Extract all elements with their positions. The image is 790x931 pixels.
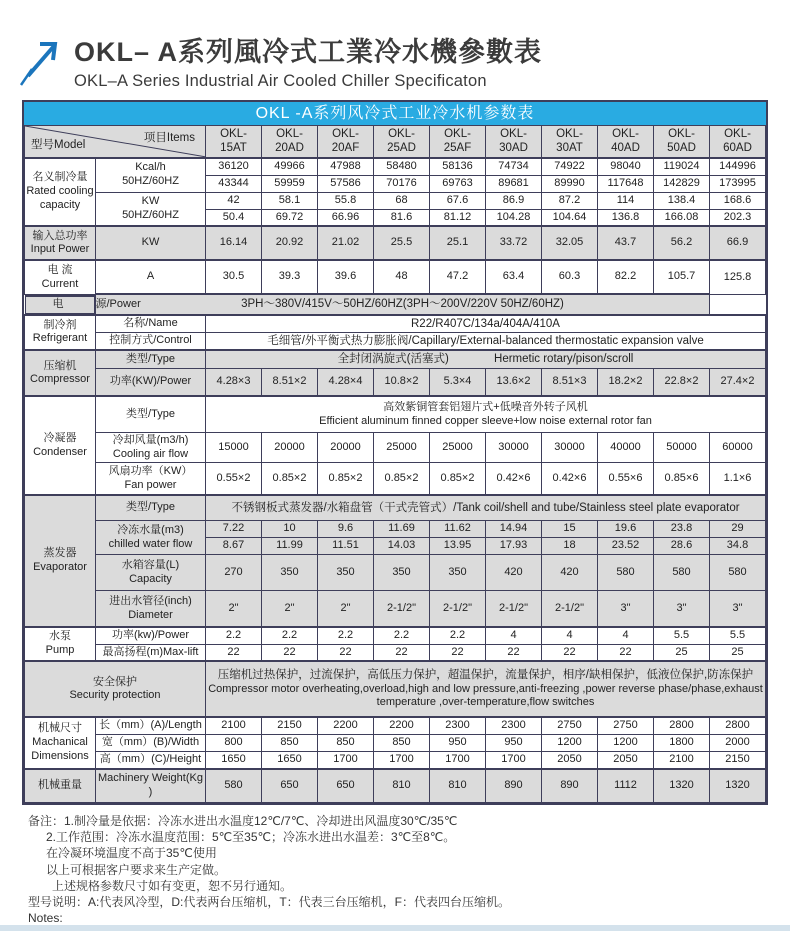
value-cell: 27.4×2: [710, 368, 766, 396]
row-group-label: 冷凝器 Condenser: [25, 396, 96, 495]
value-cell: 68: [374, 192, 430, 209]
value-cell: 15000: [206, 432, 262, 463]
row-label: 类型/Type: [96, 350, 206, 368]
value-cell: 25: [710, 644, 766, 661]
value-cell: 580: [710, 555, 766, 591]
value-cell: 55.8: [318, 192, 374, 209]
value-cell: 11.51: [318, 538, 374, 555]
value-cell: 30000: [486, 432, 542, 463]
value-cell: 32.05: [542, 226, 598, 260]
value-cell: OKL-20AD: [262, 126, 318, 158]
row-label: 最高扬程(m)Max-lift: [96, 644, 206, 661]
value-cell: 25000: [430, 432, 486, 463]
value-cell: 21.02: [318, 226, 374, 260]
value-cell: 2100: [654, 752, 710, 769]
note-line: 型号说明：A:代表风冷型，D:代表两台压缩机，T：代表三台压缩机，F：代表四台压缩机。: [28, 895, 511, 910]
value-cell: 2": [318, 591, 374, 627]
value-cell: 58480: [374, 158, 430, 175]
value-cell: 2.2: [318, 627, 374, 644]
value-cell: 69763: [430, 175, 486, 192]
value-cell: 89681: [486, 175, 542, 192]
table-row: [25, 769, 766, 803]
value-cell: 0.42×6: [486, 463, 542, 495]
value-cell: 34.8: [710, 538, 766, 555]
value-cell: 48: [374, 260, 430, 294]
row-label: Kcal/h 50HZ/60HZ: [96, 158, 206, 192]
value-cell: 30.5: [206, 260, 262, 294]
value-cell: 56.2: [654, 226, 710, 260]
note-line: 2.工作范围：冷冻水温度范围：5℃至35℃；冷冻水进出水温差：3℃至8℃。: [46, 830, 456, 845]
value-cell: 1700: [430, 752, 486, 769]
value-cell: 8.67: [206, 538, 262, 555]
value-cell: 69.72: [262, 209, 318, 226]
value-cell: 2100: [206, 717, 262, 734]
table-row: [25, 396, 766, 432]
value-cell: 800: [206, 735, 262, 752]
value-cell: 1700: [486, 752, 542, 769]
value-cell: OKL-40AD: [598, 126, 654, 158]
value-cell: 22: [542, 644, 598, 661]
value-cell: 50000: [654, 432, 710, 463]
value-cell: 2-1/2": [374, 591, 430, 627]
value-cell: 4: [486, 627, 542, 644]
value-cell: 19.6: [598, 521, 654, 538]
merged-value-cell: 压缩机过热保护，过流保护，高低压力保护，超温保护，流量保护，相序/缺相保护，低液位保护,防冻保护 Compressor motor overheating,overload,high and low pressure,anti-freezing ,power reverse phase/phase,exhaust temperature ,over-temperature,flow switches: [206, 661, 766, 717]
table-row: [25, 627, 766, 644]
value-cell: 18: [542, 538, 598, 555]
table-row: [25, 226, 766, 260]
value-cell: 22: [374, 644, 430, 661]
value-cell: 2150: [710, 752, 766, 769]
value-cell: 74734: [486, 158, 542, 175]
value-cell: 117648: [598, 175, 654, 192]
value-cell: 66.96: [318, 209, 374, 226]
value-cell: 0.55×2: [206, 463, 262, 495]
note-line: Notes:: [28, 911, 63, 926]
value-cell: 3": [598, 591, 654, 627]
value-cell: 202.3: [710, 209, 766, 226]
value-cell: 47.2: [430, 260, 486, 294]
row-label: 功率(KW)/Power: [96, 368, 206, 396]
value-cell: 81.6: [374, 209, 430, 226]
row-group-label: 电 流 Current: [25, 260, 96, 294]
value-cell: 119024: [654, 158, 710, 175]
merged-value-cell: 高效紫铜管套铝翅片式+低噪音外转子风机 Efficient aluminum finned copper sleeve+low noise external rotor fan: [206, 396, 766, 432]
row-label: 名称/Name: [96, 315, 206, 333]
value-cell: 22: [318, 644, 374, 661]
value-cell: 50.4: [206, 209, 262, 226]
value-cell: 33.72: [486, 226, 542, 260]
value-cell: 58136: [430, 158, 486, 175]
value-cell: 25.5: [374, 226, 430, 260]
value-cell: 14.03: [374, 538, 430, 555]
row-label: 风扇功率（KW） Fan power: [96, 463, 206, 495]
value-cell: OKL-15AT: [206, 126, 262, 158]
value-cell: 950: [486, 735, 542, 752]
row-label: 水箱容量(L) Capacity: [96, 555, 206, 591]
value-cell: OKL-30AD: [486, 126, 542, 158]
table-row: [25, 158, 766, 175]
row-group-label: 安全保护 Security protection: [25, 661, 206, 717]
page-header: [18, 30, 542, 91]
value-cell: 580: [654, 555, 710, 591]
value-cell: 650: [262, 769, 318, 803]
value-cell: 0.85×6: [654, 463, 710, 495]
table-row: [25, 521, 766, 538]
value-cell: 350: [262, 555, 318, 591]
row-label: KW: [96, 226, 206, 260]
table-row: [25, 591, 766, 627]
value-cell: 17.93: [486, 538, 542, 555]
value-cell: 104.64: [542, 209, 598, 226]
note-line: 上述规格参数尺寸如有变更，恕不另行通知。: [52, 878, 293, 893]
value-cell: 0.85×2: [374, 463, 430, 495]
value-cell: 2200: [318, 717, 374, 734]
value-cell: 2": [206, 591, 262, 627]
value-cell: 40000: [598, 432, 654, 463]
merged-value-cell: 3PH～380V/415V～50HZ/60HZ(3PH～200V/220V 50HZ/60HZ): [96, 294, 710, 314]
value-cell: 890: [486, 769, 542, 803]
row-group-label: 输入总功率 Input Power: [25, 226, 96, 260]
row-label: 高（mm）(C)/Height: [96, 752, 206, 769]
value-cell: 2-1/2": [486, 591, 542, 627]
row-label: 长（mm）(A)/Length: [96, 717, 206, 734]
value-cell: 39.6: [318, 260, 374, 294]
row-label: Machinery Weight(Kg ): [96, 769, 206, 803]
value-cell: 13.6×2: [486, 368, 542, 396]
value-cell: 650: [318, 769, 374, 803]
value-cell: 13.95: [430, 538, 486, 555]
value-cell: 60000: [710, 432, 766, 463]
value-cell: 20000: [262, 432, 318, 463]
value-cell: OKL-50AD: [654, 126, 710, 158]
value-cell: OKL-60AD: [710, 126, 766, 158]
value-cell: 1800: [654, 735, 710, 752]
value-cell: 2-1/2": [430, 591, 486, 627]
value-cell: 1650: [206, 752, 262, 769]
value-cell: 3": [654, 591, 710, 627]
value-cell: 0.55×6: [598, 463, 654, 495]
row-label: 类型/Type: [96, 495, 206, 521]
row-group-label: 水泵 Pump: [25, 627, 96, 662]
row-group-label: 压缩机 Compressor: [25, 350, 96, 396]
value-cell: 0.85×2: [262, 463, 318, 495]
value-cell: 8.51×3: [542, 368, 598, 396]
value-cell: 86.9: [486, 192, 542, 209]
value-cell: 0.85×2: [318, 463, 374, 495]
note-line: 备注：1.制冷量是依据：冷冻水进出水温度12℃/7℃、冷却进出风温度30℃/35℃: [28, 814, 458, 828]
value-cell: 350: [430, 555, 486, 591]
row-group-label: 机械重量: [25, 769, 96, 803]
table-row: [25, 294, 766, 314]
value-cell: 23.8: [654, 521, 710, 538]
value-cell: 39.3: [262, 260, 318, 294]
value-cell: OKL-25AD: [374, 126, 430, 158]
value-cell: 58.1: [262, 192, 318, 209]
value-cell: 5.5: [710, 627, 766, 644]
value-cell: 0.42×6: [542, 463, 598, 495]
row-group-label: 名义制冷量 Rated cooling capacity: [25, 158, 96, 227]
value-cell: 2200: [374, 717, 430, 734]
value-cell: 1112: [598, 769, 654, 803]
value-cell: OKL-30AT: [542, 126, 598, 158]
value-cell: OKL-20AF: [318, 126, 374, 158]
value-cell: 1.1×6: [710, 463, 766, 495]
value-cell: 16.14: [206, 226, 262, 260]
value-cell: 270: [206, 555, 262, 591]
value-cell: 30000: [542, 432, 598, 463]
value-cell: 22: [206, 644, 262, 661]
value-cell: 810: [430, 769, 486, 803]
value-cell: 15: [542, 521, 598, 538]
row-label: 进出水管径(inch) Diameter: [96, 591, 206, 627]
value-cell: 2.2: [206, 627, 262, 644]
row-label: 宽（mm）(B)/Width: [96, 735, 206, 752]
value-cell: 42: [206, 192, 262, 209]
value-cell: 2000: [710, 735, 766, 752]
value-cell: 350: [318, 555, 374, 591]
value-cell: 1650: [262, 752, 318, 769]
value-cell: 2-1/2": [542, 591, 598, 627]
table-row: [25, 368, 766, 396]
table-row: [25, 752, 766, 769]
value-cell: 10: [262, 521, 318, 538]
value-cell: 138.4: [654, 192, 710, 209]
table-row: [25, 661, 766, 717]
value-cell: 950: [430, 735, 486, 752]
value-cell: 22: [486, 644, 542, 661]
value-cell: 22.8×2: [654, 368, 710, 396]
value-cell: 49966: [262, 158, 318, 175]
value-cell: 18.2×2: [598, 368, 654, 396]
value-cell: 63.4: [486, 260, 542, 294]
table-row: [25, 735, 766, 752]
value-cell: 168.6: [710, 192, 766, 209]
value-cell: 28.6: [654, 538, 710, 555]
value-cell: 66.9: [710, 226, 766, 260]
bottom-strip: [0, 925, 790, 931]
value-cell: 2800: [710, 717, 766, 734]
corner-model-label: 型号Model: [31, 139, 86, 152]
table-row: [25, 260, 766, 294]
table-row: [25, 717, 766, 734]
value-cell: 4: [542, 627, 598, 644]
value-cell: 87.2: [542, 192, 598, 209]
row-group-label: 机械尺寸 Machanical Dimensions: [25, 717, 96, 769]
value-cell: 2.2: [374, 627, 430, 644]
value-cell: 173995: [710, 175, 766, 192]
value-cell: 2150: [262, 717, 318, 734]
value-cell: 25000: [374, 432, 430, 463]
value-cell: 136.8: [598, 209, 654, 226]
value-cell: 1700: [318, 752, 374, 769]
value-cell: 1320: [710, 769, 766, 803]
value-cell: 114: [598, 192, 654, 209]
value-cell: 4.28×4: [318, 368, 374, 396]
table-row: [25, 315, 766, 333]
spec-table: [22, 100, 768, 805]
value-cell: 0.85×2: [430, 463, 486, 495]
value-cell: 104.28: [486, 209, 542, 226]
value-cell: 8.51×2: [262, 368, 318, 396]
value-cell: 2.2: [262, 627, 318, 644]
corner-cell: [25, 126, 206, 158]
row-label: KW 50HZ/60HZ: [96, 192, 206, 226]
table-row: [25, 192, 766, 209]
merged-value-cell: 毛细管/外平衡式热力膨胀阀/Capillary/External-balanced thermostatic expansion valve: [206, 332, 766, 350]
value-cell: 5.3×4: [430, 368, 486, 396]
value-cell: 57586: [318, 175, 374, 192]
notes-block: [28, 813, 510, 926]
table-row: [25, 432, 766, 463]
value-cell: 420: [542, 555, 598, 591]
row-group-label: 电 源/Power: [25, 295, 96, 314]
row-label: 冷却风量(m3/h) Cooling air flow: [96, 432, 206, 463]
arrow-logo-icon: [18, 36, 64, 88]
row-label: 类型/Type: [96, 396, 206, 432]
merged-value-cell: R22/R407C/134a/404A/410A: [206, 315, 766, 333]
table-caption: OKL -A系列风冷式工业冷水机参数表: [24, 102, 766, 125]
value-cell: 43344: [206, 175, 262, 192]
row-label: 冷冻水量(m3) chilled water flow: [96, 521, 206, 555]
value-cell: 25.1: [430, 226, 486, 260]
value-cell: 3": [710, 591, 766, 627]
corner-items-label: 项目Items: [143, 132, 195, 144]
page-title: OKL– A系列風冷式工業冷水機參數表: [74, 37, 543, 67]
value-cell: 14.94: [486, 521, 542, 538]
table-row: [25, 495, 766, 521]
value-cell: 350: [374, 555, 430, 591]
model-header-row: [25, 126, 766, 158]
value-cell: 1200: [542, 735, 598, 752]
merged-value-cell: 不锈钢板式蒸发器/水箱盘管（干式壳管式）/Tank coil/shell and tube/Stainless steel plate evaporator: [206, 495, 766, 521]
note-line: 以上可根据客户要求来生产定做。: [46, 862, 227, 877]
value-cell: 125.8: [710, 260, 766, 294]
value-cell: 166.08: [654, 209, 710, 226]
value-cell: 1320: [654, 769, 710, 803]
value-cell: 23.52: [598, 538, 654, 555]
value-cell: 98040: [598, 158, 654, 175]
value-cell: 59959: [262, 175, 318, 192]
table-row: [25, 644, 766, 661]
row-label: 控制方式/Control: [96, 332, 206, 350]
page-subtitle: OKL–A Series Industrial Air Cooled Chiller Specificaton: [74, 72, 487, 90]
value-cell: 2.2: [430, 627, 486, 644]
value-cell: 4.28×3: [206, 368, 262, 396]
value-cell: 420: [486, 555, 542, 591]
value-cell: 11.69: [374, 521, 430, 538]
value-cell: 4: [598, 627, 654, 644]
table-row: [25, 555, 766, 591]
value-cell: 1200: [598, 735, 654, 752]
value-cell: 2800: [654, 717, 710, 734]
value-cell: 105.7: [654, 260, 710, 294]
value-cell: 1700: [374, 752, 430, 769]
table-row: [25, 332, 766, 350]
value-cell: 850: [318, 735, 374, 752]
row-group-label: 制冷剂 Refrigerant: [25, 315, 96, 351]
value-cell: 810: [374, 769, 430, 803]
value-cell: 2": [262, 591, 318, 627]
value-cell: 142829: [654, 175, 710, 192]
value-cell: 7.22: [206, 521, 262, 538]
table-row: [25, 350, 766, 368]
value-cell: 11.62: [430, 521, 486, 538]
value-cell: 22: [430, 644, 486, 661]
value-cell: 47988: [318, 158, 374, 175]
value-cell: 36120: [206, 158, 262, 175]
table-row: [25, 463, 766, 495]
value-cell: OKL-25AF: [430, 126, 486, 158]
value-cell: 20.92: [262, 226, 318, 260]
value-cell: 10.8×2: [374, 368, 430, 396]
value-cell: 9.6: [318, 521, 374, 538]
value-cell: 2050: [598, 752, 654, 769]
value-cell: 2050: [542, 752, 598, 769]
merged-value-cell: 全封闭涡旋式(活塞式) Hermetic rotary/pison/scroll: [206, 350, 766, 368]
value-cell: 850: [262, 735, 318, 752]
value-cell: 60.3: [542, 260, 598, 294]
value-cell: 2300: [486, 717, 542, 734]
value-cell: 890: [542, 769, 598, 803]
row-label: 功率(kw)/Power: [96, 627, 206, 644]
value-cell: 2750: [542, 717, 598, 734]
value-cell: 11.99: [262, 538, 318, 555]
value-cell: 20000: [318, 432, 374, 463]
value-cell: 2300: [430, 717, 486, 734]
value-cell: 5.5: [654, 627, 710, 644]
value-cell: 43.7: [598, 226, 654, 260]
value-cell: 74922: [542, 158, 598, 175]
value-cell: 580: [598, 555, 654, 591]
value-cell: 22: [262, 644, 318, 661]
value-cell: 89990: [542, 175, 598, 192]
value-cell: 29: [710, 521, 766, 538]
row-group-label: 蒸发器 Evaporator: [25, 495, 96, 627]
value-cell: 2750: [598, 717, 654, 734]
value-cell: 82.2: [598, 260, 654, 294]
value-cell: 25: [654, 644, 710, 661]
value-cell: 22: [598, 644, 654, 661]
row-label: A: [96, 260, 206, 294]
value-cell: 70176: [374, 175, 430, 192]
value-cell: 144996: [710, 158, 766, 175]
value-cell: 850: [374, 735, 430, 752]
value-cell: 580: [206, 769, 262, 803]
value-cell: 67.6: [430, 192, 486, 209]
note-line: 在冷凝环境温度不高于35℃使用: [46, 846, 217, 861]
value-cell: 81.12: [430, 209, 486, 226]
